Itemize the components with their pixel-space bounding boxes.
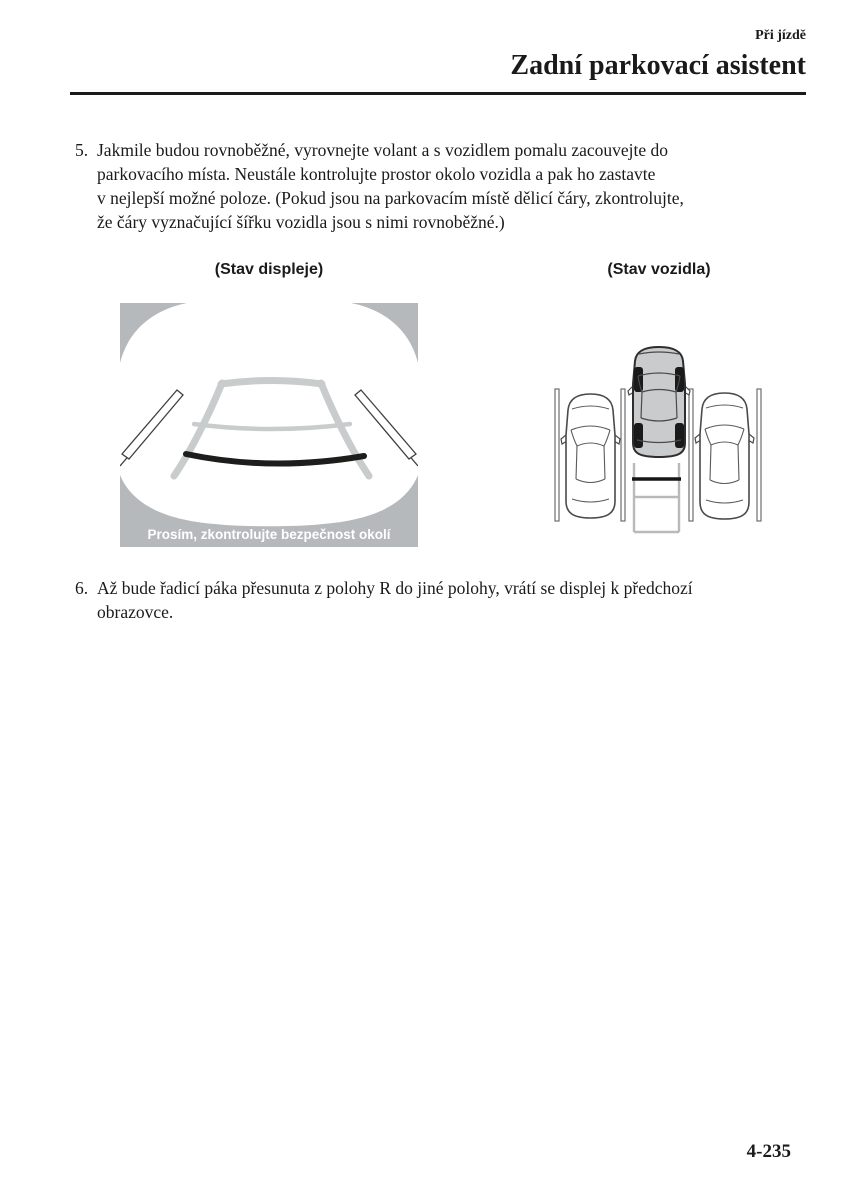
subject-car xyxy=(628,347,690,457)
step-number: 5. xyxy=(75,140,89,160)
title-rule xyxy=(70,92,806,95)
display-warning-text: Prosím, zkontrolujte bezpečnost okolí xyxy=(147,527,391,542)
section-eyebrow: Při jízdě xyxy=(755,28,806,43)
step-text-line: Až bude řadicí páka přesunuta z polohy R do jiné polohy, vrátí se displej k předchozí xyxy=(97,578,693,598)
display-figure-caption: (Stav displeje) xyxy=(214,261,324,278)
rear-camera-display-figure xyxy=(120,303,418,547)
step-number: 6. xyxy=(75,578,89,598)
step-text-line: že čáry vyznačující šířku vozidla jsou s nimi rovnoběžné.) xyxy=(97,212,505,232)
step-text-line: obrazovce. xyxy=(97,602,174,622)
parked-car-right xyxy=(695,393,754,519)
step-text-line: v nejlepší možné poloze. (Pokud jsou na parkovacím místě dělicí čáry, zkontrolujte, xyxy=(97,188,684,208)
step-text-line: parkovacího místa. Neustále kontrolujte prostor okolo vozidla a pak ho zastavte xyxy=(97,164,656,184)
step-5 xyxy=(75,138,785,234)
parking-overhead-figure xyxy=(553,343,765,539)
step-text xyxy=(97,138,785,234)
parked-car-left xyxy=(561,394,620,518)
projected-guide-box xyxy=(632,463,681,532)
step-6 xyxy=(75,576,785,624)
step-text xyxy=(97,576,785,624)
page-number: 4-235 xyxy=(746,1141,791,1162)
step-text-line: Jakmile budou rovnoběžné, vyrovnejte volant a s vozidlem pomalu zacouvejte do xyxy=(97,140,669,160)
vehicle-figure-caption: (Stav vozidla) xyxy=(607,261,711,278)
page-title: Zadní parkovací asistent xyxy=(510,50,806,81)
